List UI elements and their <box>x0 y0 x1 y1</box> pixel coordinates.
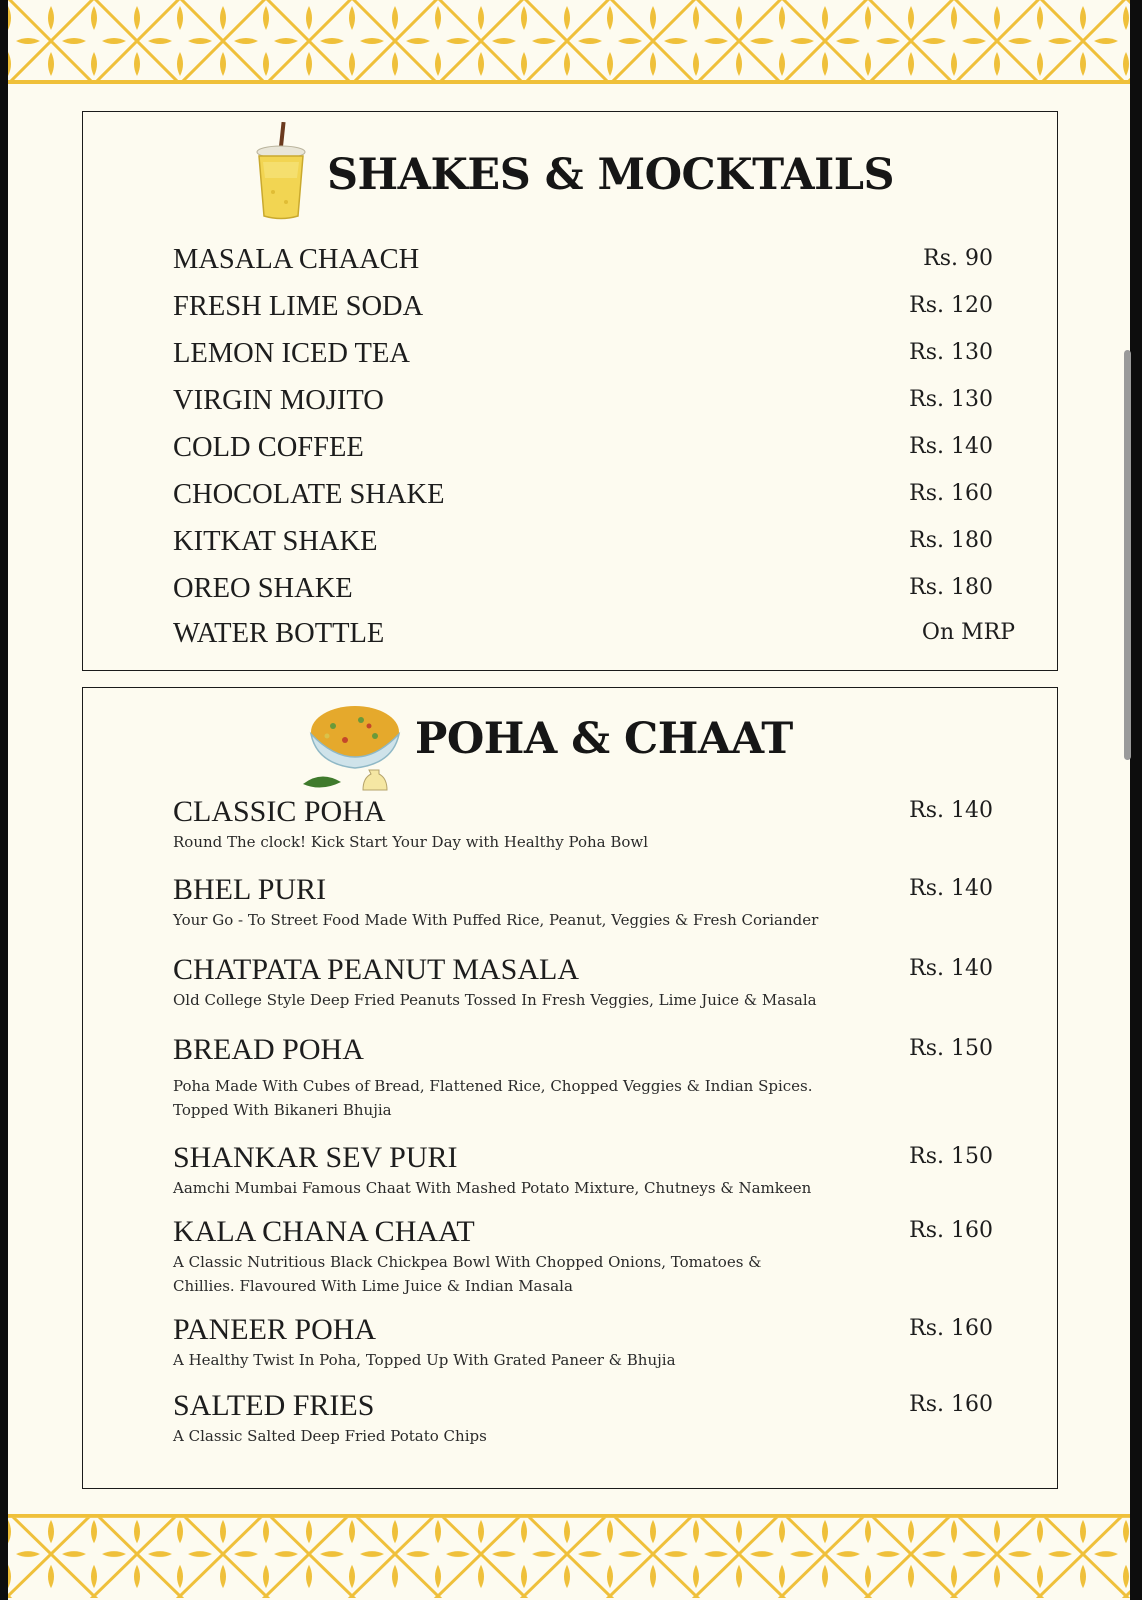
menu-item <box>173 244 993 276</box>
item-price: Rs. 140 <box>909 798 993 823</box>
item-price: Rs. 160 <box>909 481 993 506</box>
item-name: BHEL PURI <box>173 873 327 906</box>
menu-item <box>173 573 993 605</box>
item-price: Rs. 90 <box>923 246 993 271</box>
item-price: Rs. 140 <box>909 876 993 901</box>
item-name: BREAD POHA <box>173 1033 364 1066</box>
menu-item <box>173 1034 993 1122</box>
menu-item <box>173 1390 993 1448</box>
menu-item <box>173 1314 993 1372</box>
item-name: SALTED FRIES <box>173 1389 375 1422</box>
item-price: Rs. 180 <box>909 575 993 600</box>
item-name: MASALA CHAACH <box>173 244 420 275</box>
item-name: CHOCOLATE SHAKE <box>173 479 445 510</box>
section-title: POHA & CHAAT <box>415 714 793 764</box>
item-price: Rs. 160 <box>909 1392 993 1417</box>
item-price: Rs. 180 <box>909 528 993 553</box>
item-description: A Classic Salted Deep Fried Potato Chips <box>173 1427 487 1445</box>
menu-item <box>173 874 993 932</box>
item-name: WATER BOTTLE <box>173 618 385 649</box>
item-name: COLD COFFEE <box>173 432 364 463</box>
item-name: KITKAT SHAKE <box>173 526 378 557</box>
section-poha-chaat <box>82 687 1058 1489</box>
menu-item <box>173 618 1015 650</box>
item-price: Rs. 150 <box>909 1144 993 1169</box>
section-title: SHAKES & MOCKTAILS <box>327 150 895 200</box>
menu-item <box>173 796 993 854</box>
menu-item <box>173 432 993 464</box>
decorative-pattern-top <box>8 0 1130 84</box>
item-name: SHANKAR SEV PURI <box>173 1141 458 1174</box>
item-description: A Healthy Twist In Poha, Topped Up With Grated Paneer & Bhujia <box>173 1351 676 1369</box>
item-price: On MRP <box>921 620 1015 645</box>
item-name: CHATPATA PEANUT MASALA <box>173 953 580 986</box>
item-name: KALA CHANA CHAAT <box>173 1215 475 1248</box>
item-description: Your Go - To Street Food Made With Puffed Rice, Peanut, Veggies & Fresh Coriander <box>173 911 819 929</box>
menu-item <box>173 338 993 370</box>
item-price: Rs. 130 <box>909 387 993 412</box>
item-price: Rs. 150 <box>909 1036 993 1061</box>
item-description: A Classic Nutritious Black Chickpea Bowl With Chopped Onions, Tomatoes & <box>173 1253 762 1271</box>
item-description: Poha Made With Cubes of Bread, Flattened Rice, Chopped Veggies & Indian Spices. <box>173 1077 813 1095</box>
item-description: Old College Style Deep Fried Peanuts Tossed In Fresh Veggies, Lime Juice & Masala <box>173 991 817 1009</box>
item-price: Rs. 140 <box>909 956 993 981</box>
item-name: VIRGIN MOJITO <box>173 385 384 416</box>
item-description: Round The clock! Kick Start Your Day with Healthy Poha Bowl <box>173 833 649 851</box>
scrollbar-thumb[interactable] <box>1124 350 1131 760</box>
decorative-pattern-bottom <box>8 1514 1130 1598</box>
item-price: Rs. 160 <box>909 1218 993 1243</box>
item-description: Chillies. Flavoured With Lime Juice & Indian Masala <box>173 1277 573 1295</box>
smoothie-cup-icon <box>253 122 309 222</box>
item-price: Rs. 140 <box>909 434 993 459</box>
item-name: PANEER POHA <box>173 1313 377 1346</box>
menu-item <box>173 385 993 417</box>
poha-bowl-icon <box>301 702 407 798</box>
menu-item <box>173 954 993 1012</box>
item-price: Rs. 160 <box>909 1316 993 1341</box>
item-name: OREO SHAKE <box>173 573 353 604</box>
item-price: Rs. 130 <box>909 340 993 365</box>
item-name: LEMON ICED TEA <box>173 338 410 369</box>
menu-page <box>8 0 1130 1600</box>
menu-item <box>173 291 993 323</box>
section-shakes-mocktails <box>82 111 1058 671</box>
menu-item <box>173 1216 993 1298</box>
item-price: Rs. 120 <box>909 293 993 318</box>
menu-item <box>173 479 993 511</box>
item-name: FRESH LIME SODA <box>173 291 424 322</box>
item-description: Topped With Bikaneri Bhujia <box>173 1101 392 1119</box>
item-description: Aamchi Mumbai Famous Chaat With Mashed Potato Mixture, Chutneys & Namkeen <box>173 1179 812 1197</box>
menu-item <box>173 1142 993 1200</box>
item-name: CLASSIC POHA <box>173 795 386 828</box>
menu-item <box>173 526 993 558</box>
